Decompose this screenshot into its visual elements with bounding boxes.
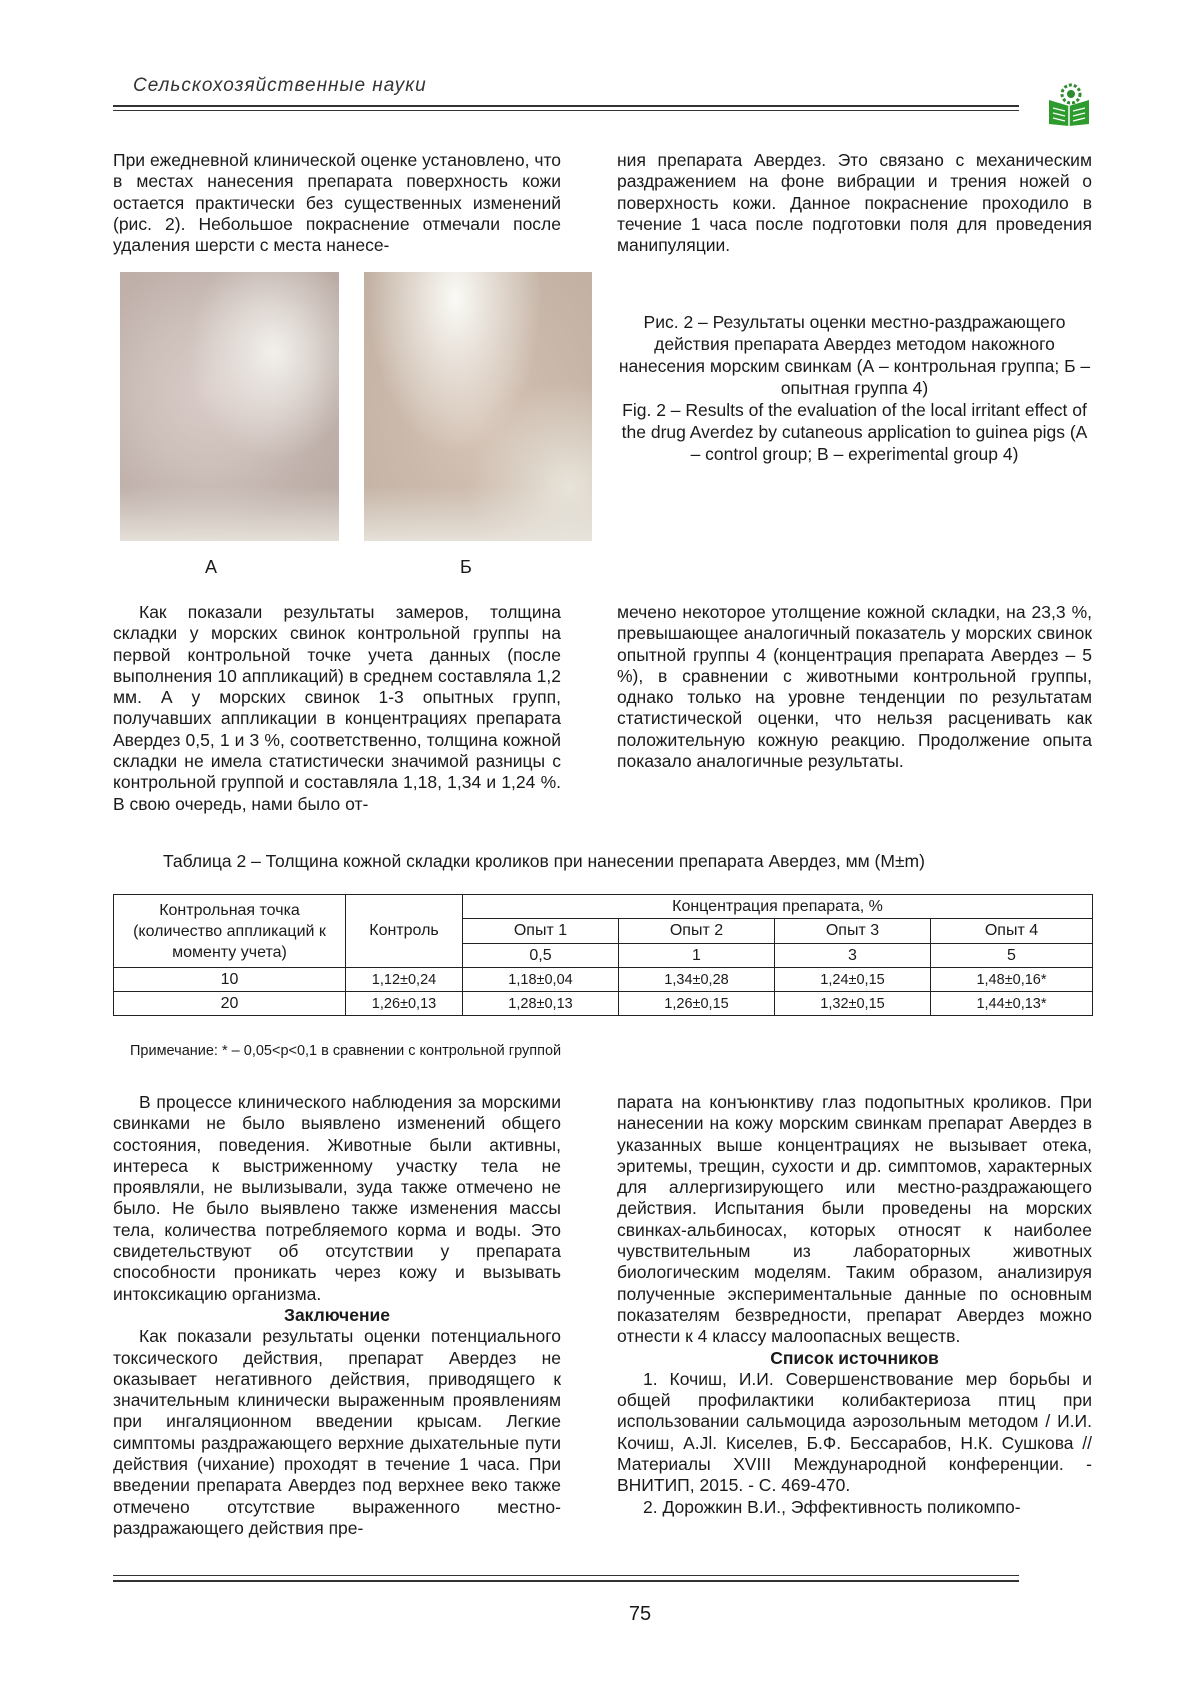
row-group-value: 1,28±0,13	[463, 992, 619, 1016]
intro-left-column	[113, 150, 561, 256]
table-note: Примечание: * – 0,05<p<0,1 в сравнении с контрольной группой	[130, 1043, 562, 1059]
photo-control-group	[120, 272, 339, 541]
figure-caption-en: Fig. 2 – Results of the evaluation of the local irritant effect of the drug Averdez by cutaneous application to guinea pigs (A – control group; B – experimental group 4)	[621, 400, 1088, 464]
row-point: 20	[114, 992, 346, 1016]
results-right-text: мечено некоторое утолщение кожной складки, на 23,3 %, превышающее аналогичный показатель у морских свинок опытной группы 4 (концентрация препарата Авердез – 5 %), в сравнении с животными контрольной группы, однако только на уровне тенденции по результатам статистической оценки, что нельзя расценивать как положительную кожную реакцию. Продолжение опыта показало аналогичные результаты.	[617, 602, 1092, 772]
row-group-value: 1,32±0,15	[775, 992, 931, 1016]
results-left-text: Как показали результаты замеров, толщина складки у морских свинок контрольной группы на первой контрольной точке учета данных (после выполнения 10 аппликаций) в среднем составляла 1,2 мм. А у морских свинок 1-3 опытных групп, получавших аппликации в концентрациях препарата Авердез 0,5, 1 и 3 %, соответственно, толщина кожной складки не имела статистически значимой разницы с контрольной группой и составляла 1,18, 1,34 и 1,24 %. В свою очередь, нами было от-	[113, 602, 561, 814]
intro-right-column	[617, 150, 1092, 256]
row-point: 10	[114, 968, 346, 992]
header-group-3: Опыт 3	[775, 919, 931, 944]
photo-experimental-group	[364, 272, 592, 541]
figure-label-a: А	[205, 557, 218, 577]
row-group-value: 1,48±0,16*	[931, 968, 1093, 992]
header-group-1: Опыт 1	[463, 919, 619, 944]
concentration-4: 5	[931, 944, 1093, 968]
body-right-column	[617, 1092, 1092, 1518]
conclusion-heading: Заключение	[283, 1304, 391, 1325]
row-group-value: 1,18±0,04	[463, 968, 619, 992]
body-right-paragraph: парата на конъюнктиву глаз подопытных кроликов. При нанесении на кожу морским свинкам препарат Авердез в указанных выше концентрациях не вызывает отека, эритемы, трещин, сухости и др. симптомов, характерных для аллергизирующего или местно-раздражающего действия. Испытания были проведены на морских свинках-альбиносах, которых относят к наиболее чувствительным из лабораторных животных биологическим моделям. Таким образом, анализируя полученные экспериментальные данные по основным показателям безвредности, препарат Авердез можно отнести к 4 классу малоопасных веществ.	[617, 1092, 1092, 1347]
table-title: Таблица 2 – Толщина кожной складки кроликов при нанесении препарата Авердез, мм (M±m)	[163, 851, 925, 871]
header-control-point: Контрольная точка (количество аппликаций к моменту учета)	[114, 895, 346, 968]
header-rule	[113, 105, 1019, 107]
body-left-paragraph: В процессе клинического наблюдения за морскими свинками не было выявлено изменений общего состояния, поведения. Животные были активны, интереса к выстриженному участку тела не проявляли, не вылизывали, зуда также отмечено не было. Не было выявлено также изменения массы тела, количества потребляемого корма и воды. Это свидетельствуют об отсутствии у препарата способности проникать через кожу и вызывать интоксикацию организма.	[113, 1092, 561, 1304]
table-row	[114, 992, 1093, 1016]
table-row	[114, 968, 1093, 992]
results-table	[113, 894, 1093, 1016]
results-right-column	[617, 602, 1092, 772]
reference-1: 1. Кочиш, И.И. Совершенствование мер борьбы и общей профилактики колибактериоза птиц при использовании сальмоцида аэрозольным методом / И.И. Кочиш, А.Jl. Киселев, Б.Ф. Бессарабов, Н.К. Сушкова // Материалы XVIII Международной конференции. - ВНИТИП, 2015. - С. 469-470.	[617, 1368, 1092, 1496]
concentration-1: 0,5	[463, 944, 619, 968]
intro-left-text: При ежедневной клинической оценке установлено, что в местах нанесения препарата поверхность кожи остается практически без существенных изменений (рис. 2). Небольшое покраснение отмечали после удаления шерсти с места нанесе-	[113, 150, 561, 256]
footer-rule-thin	[113, 1575, 1019, 1576]
header-group-2: Опыт 2	[619, 919, 775, 944]
reference-2: 2. Дорожкин В.И., Эффективность поликомпо-	[643, 1496, 1021, 1517]
row-group-value: 1,44±0,13*	[931, 992, 1093, 1016]
concentration-3: 3	[775, 944, 931, 968]
footer-rule	[113, 1580, 1019, 1582]
figure-caption-ru: Рис. 2 – Результаты оценки местно-раздражающего действия препарата Авердез методом накожного нанесения морским свинкам (А – контрольная группа; Б – опытная группа 4)	[618, 312, 1091, 398]
row-group-value: 1,24±0,15	[775, 968, 931, 992]
row-control-value: 1,26±0,13	[346, 992, 463, 1016]
header-rule-thin	[113, 110, 1019, 111]
running-head: Сельскохозяйственные науки	[133, 75, 427, 96]
header-group-4: Опыт 4	[931, 919, 1093, 944]
figure-label-b: Б	[460, 557, 472, 577]
row-group-value: 1,26±0,15	[619, 992, 775, 1016]
figure-caption	[617, 311, 1092, 465]
journal-logo-icon	[1045, 82, 1093, 126]
header-control: Контроль	[346, 895, 463, 968]
conclusion-text: Как показали результаты оценки потенциального токсического действия, препарат Авердез не оказывает негативного действия, приводящего к значительным клинически выраженным проявлениям при ингаляционном введении крысам. Легкие симптомы раздражающего верхние дыхательные пути действия (чихание) проходят в течение 1 часа. При введении препарата Авердез под верхнее веко также отмечено отсутствие выраженного местно-раздражающего действия пре-	[113, 1326, 561, 1538]
page-number: 75	[628, 1603, 652, 1625]
references-heading: Список источников	[770, 1347, 939, 1368]
results-left-column	[113, 602, 561, 815]
concentration-2: 1	[619, 944, 775, 968]
intro-right-text: ния препарата Авердез. Это связано с механическим раздражением на фоне вибрации и трения ножей о поверхность кожи. Данное покраснение проходило в течение 1 часа после подготовки поля для проведения манипуляции.	[617, 150, 1092, 256]
row-control-value: 1,12±0,24	[346, 968, 463, 992]
body-left-column	[113, 1092, 561, 1539]
row-group-value: 1,34±0,28	[619, 968, 775, 992]
header-concentration: Концентрация препарата, %	[463, 895, 1093, 919]
